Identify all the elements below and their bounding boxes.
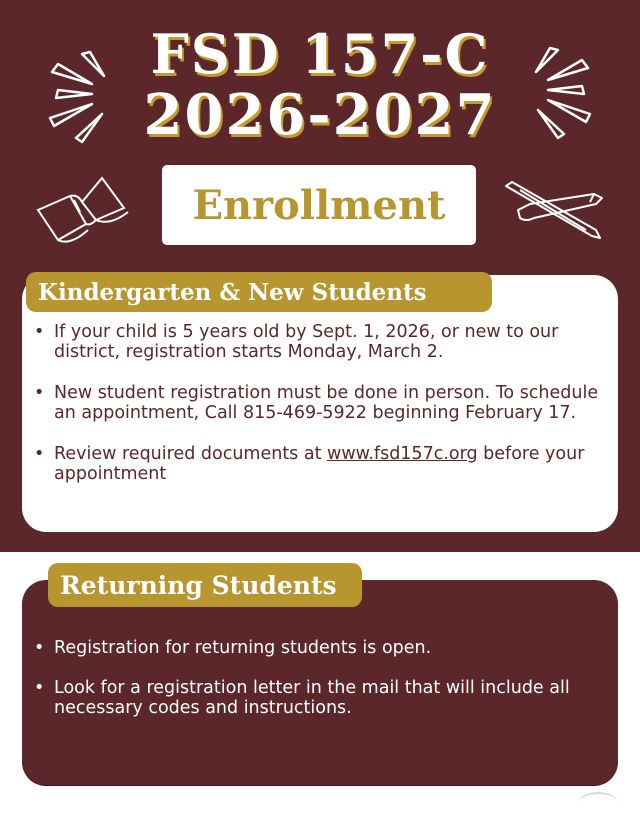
list-item: • Look for a registration letter in the mail that will include all necessary codes and instructions. xyxy=(34,678,604,718)
page-title-year: 2026-2027 xyxy=(143,82,497,148)
list-item: • If your child is 5 years old by Sept. 1, 2026, or new to our district, registration starts Monday, March 2. xyxy=(34,322,604,362)
list-item: • Registration for returning students is open. xyxy=(34,638,604,658)
open-book-icon xyxy=(30,168,130,250)
list-item xyxy=(34,444,604,484)
enrollment-banner xyxy=(162,165,476,245)
pencils-icon xyxy=(500,178,610,246)
kindergarten-bullet-list xyxy=(34,322,604,505)
seal-icon xyxy=(578,792,618,814)
enrollment-label: Enrollment xyxy=(192,181,446,229)
list-item: • New student registration must be done in person. To schedule an appointment, Call 815-469-5922 beginning February 17. xyxy=(34,383,604,423)
list-item-text: Review required documents at xyxy=(54,444,328,464)
returning-bullet-list xyxy=(34,638,604,738)
returning-students-heading: Returning Students xyxy=(48,563,362,607)
page-title-district: FSD 157-C xyxy=(150,22,490,86)
website-link[interactable]: www.fsd157c.org xyxy=(327,444,478,464)
list-item-text: before your appointment xyxy=(54,444,585,484)
kindergarten-heading: Kindergarten & New Students xyxy=(26,272,492,312)
